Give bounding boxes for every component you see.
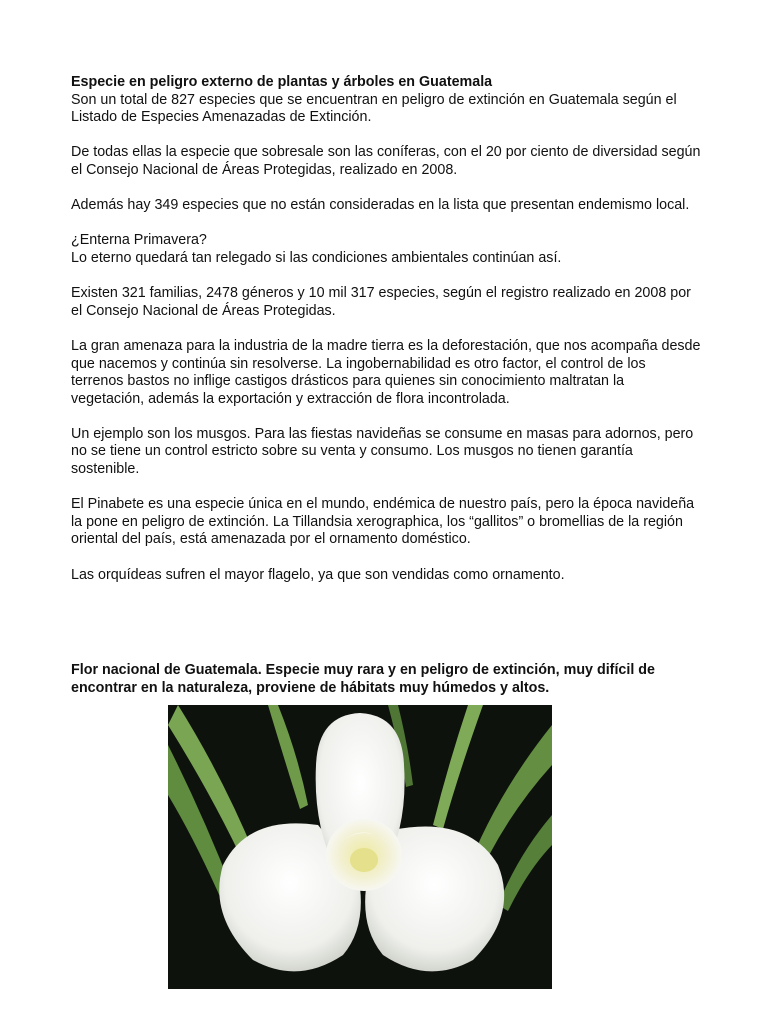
article-body	[71, 74, 701, 602]
paragraph-deforestation: La gran amenaza para la industria de la madre tierra es la deforestación, que nos acompaña desde que nacemos y continúa sin resolverse. La ingobernabilidad es otro factor, el control de los terrenos bastos no inflige castigos drásticos para quienes sin conocimiento maltratan la vegetación, además la exportación y extracción de flora incontrolada.	[71, 337, 701, 407]
paragraph-families: Existen 321 familias, 2478 géneros y 10 mil 317 especies, según el registro realizado en 2008 por el Consejo Nacional de Áreas Protegidas.	[71, 285, 691, 319]
section-question: ¿Enterna Primavera?	[71, 232, 207, 249]
white-orchid-photo	[168, 705, 552, 989]
paragraph-endemism: Además hay 349 especies que no están consideradas en la lista que presentan endemismo local.	[71, 197, 690, 214]
paragraph-orchids: Las orquídeas sufren el mayor flagelo, ya que son vendidas como ornamento.	[71, 566, 565, 583]
paragraph-eternal: Lo eterno quedará tan relegado si las condiciones ambientales continúan así.	[71, 249, 562, 266]
paragraph-conifers: De todas ellas la especie que sobresale son las coníferas, con el 20 por ciento de diversidad según el Consejo Nacional de Áreas Protegidas, realizado en 2008.	[71, 144, 701, 178]
paragraph-pinabete: El Pinabete es una especie única en el mundo, endémica de nuestro país, pero la época navideña la pone en peligro de extinción. La Tillandsia xerographica, los “gallitos” o bromellias de la región oriental del país, está amenazada por el ornamento doméstico.	[71, 496, 695, 548]
intro-paragraph: Son un total de 827 especies que se encuentran en peligro de extinción en Guatemala según el Listado de Especies Amenazadas de Extinción.	[71, 91, 677, 126]
flower-column	[350, 848, 378, 872]
paragraph-mosses: Un ejemplo son los musgos. Para las fiestas navideñas se consume en masas para adornos, pero no se tiene un control estricto sobre su venta y consumo. Los musgos no tienen garantía sostenible.	[71, 425, 694, 478]
article-title: Especie en peligro externo de plantas y árboles en Guatemala	[71, 74, 493, 90]
image-caption: Flor nacional de Guatemala. Especie muy rara y en peligro de extinción, muy difícil de encontrar en la naturaleza, proviene de hábitats muy húmedos y altos.	[71, 662, 655, 696]
orchid-illustration	[168, 705, 552, 989]
